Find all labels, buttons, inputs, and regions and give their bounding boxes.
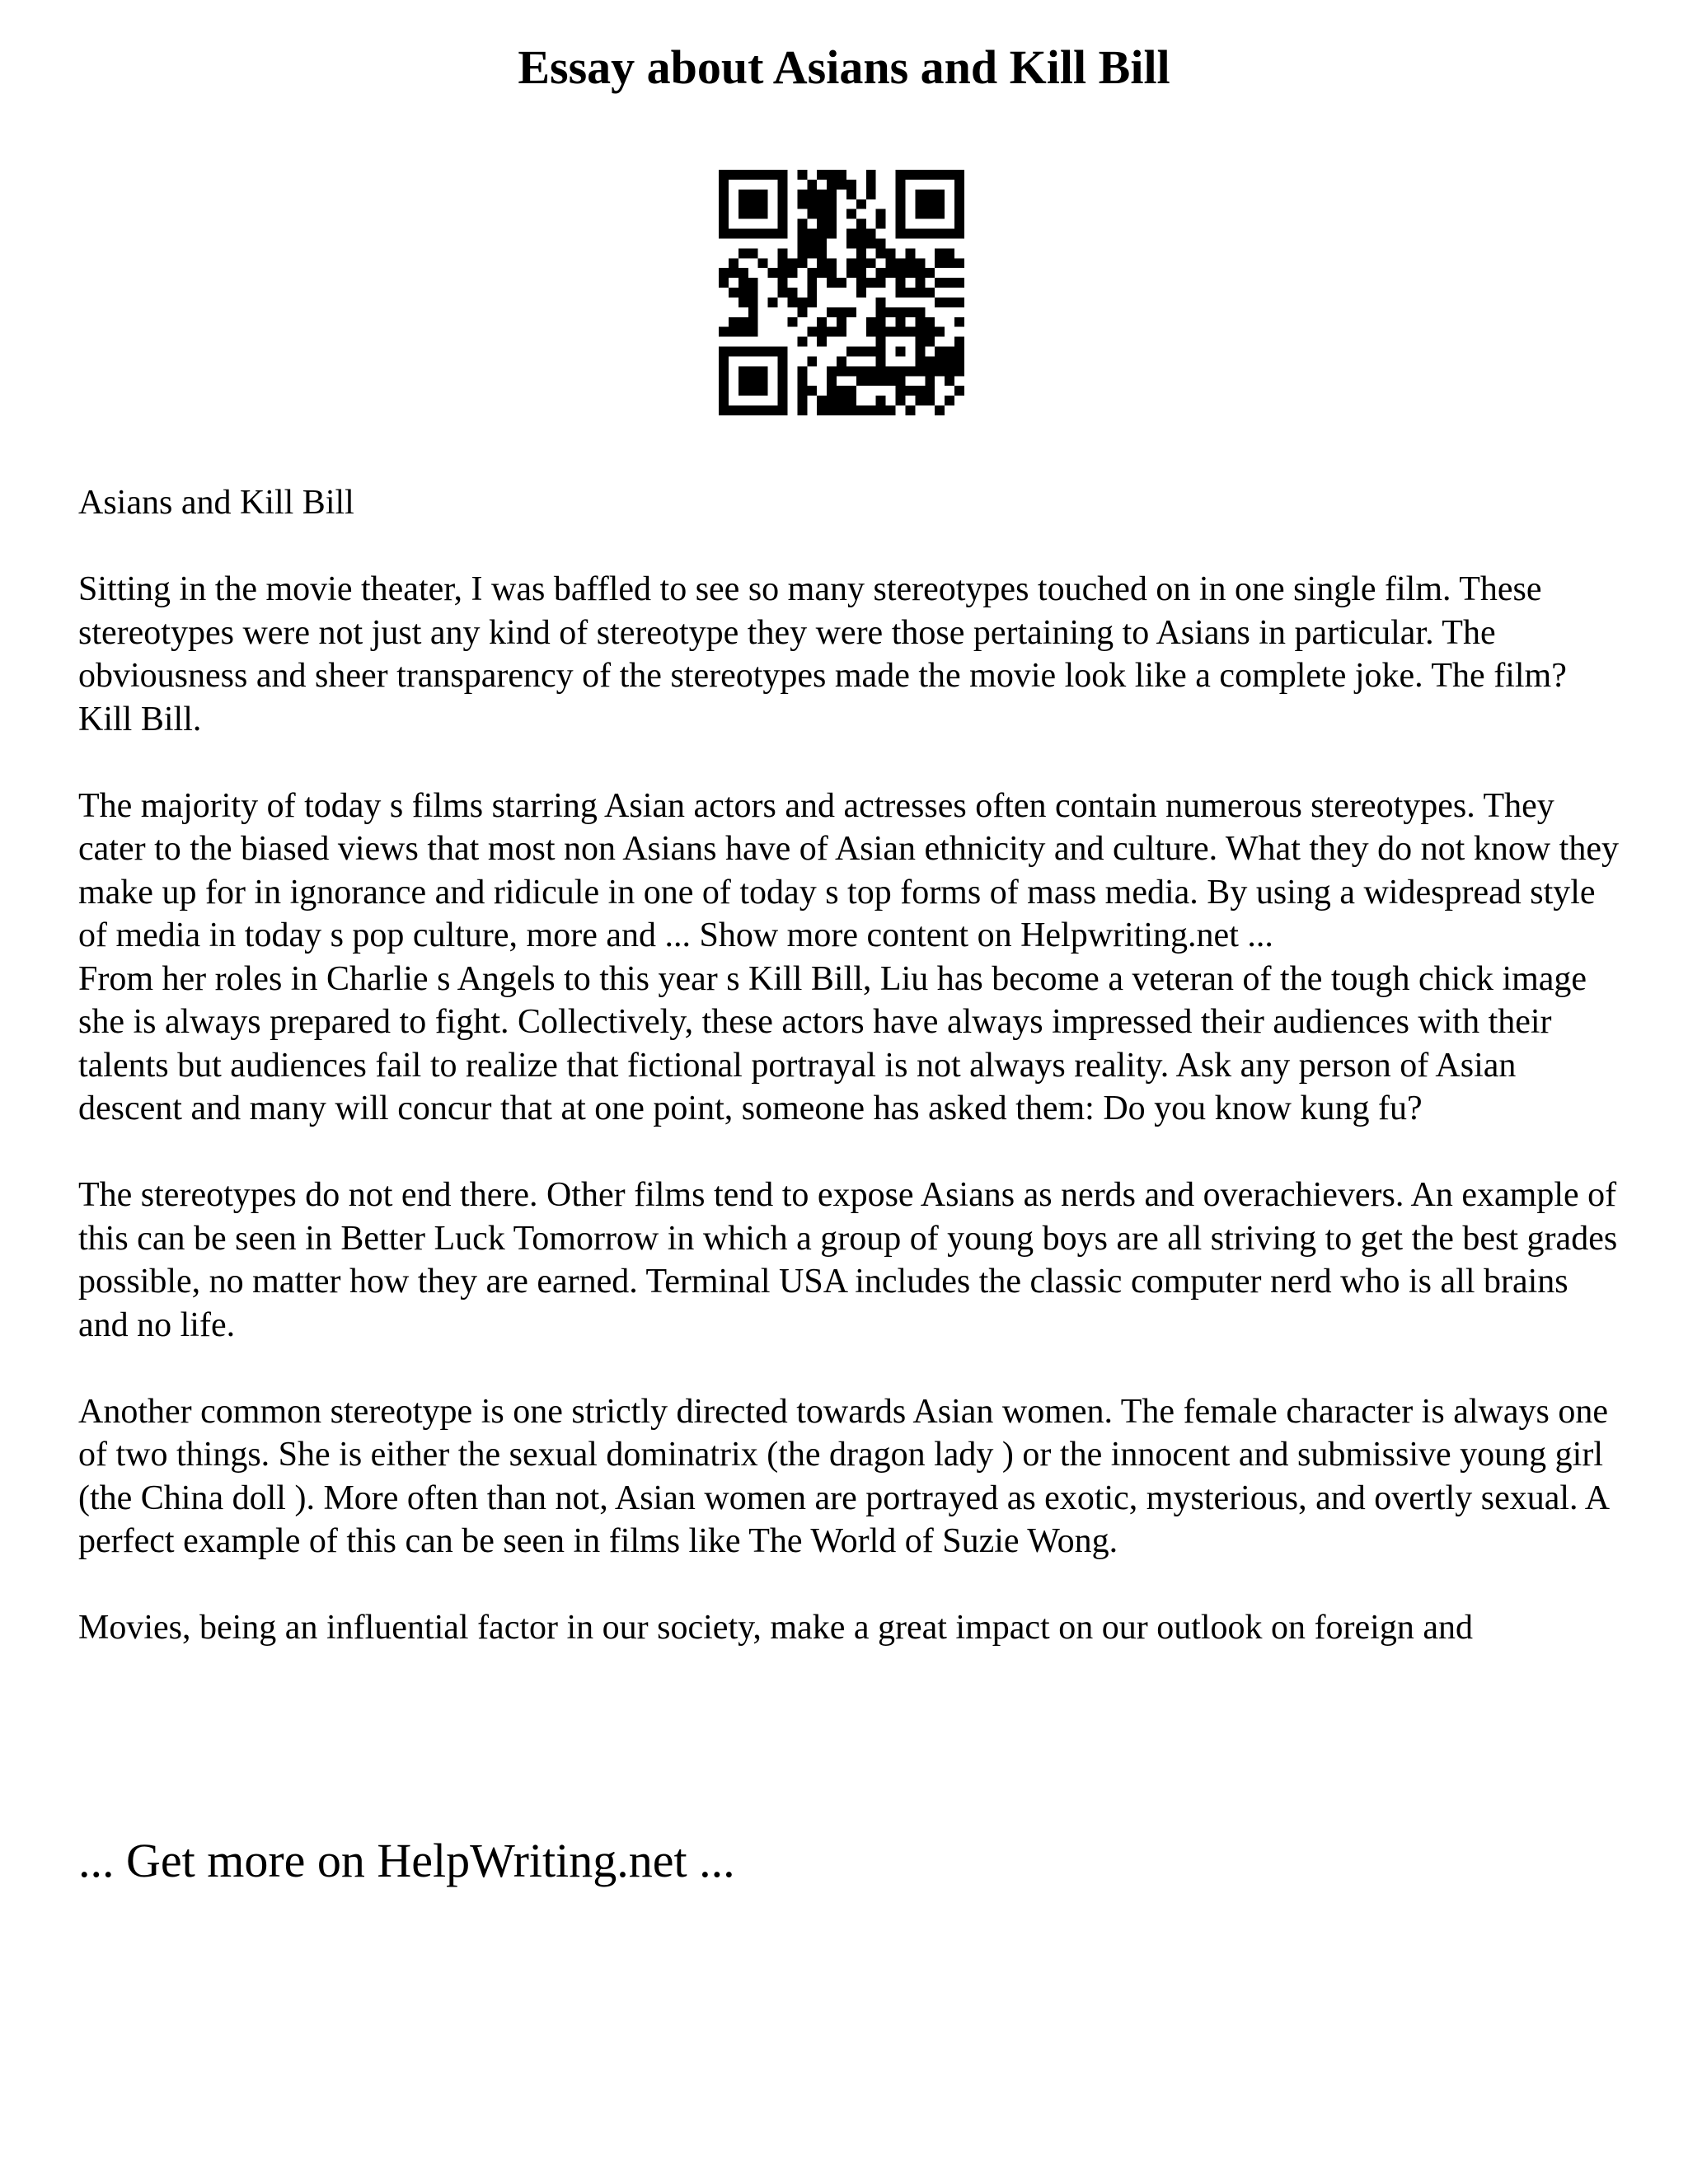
essay-body: [78, 481, 1620, 1650]
essay-heading: Asians and Kill Bill: [78, 484, 354, 522]
essay-paragraph-4: The stereotypes do not end there. Other films tend to expose Asians as nerds and overachievers. An example of this can be seen in Better Luck Tomorrow in which a group of young boys are all striving to get the best grades possible, no matter how they are earned. Terminal USA includes the classic computer nerd who is all brains and no life.: [78, 1176, 1618, 1344]
essay-paragraph-3: From her roles in Charlie s Angels to this year s Kill Bill, Liu has become a veteran of the tough chick image she is always prepared to fight. Collectively, these actors have always impressed their audiences with their talents but audiences fail to realize that fictional portrayal is not always reality. Ask any person of Asian descent and many will concur that at one point, someone has asked them: Do you know kung fu?: [78, 959, 1587, 1127]
document-title: Essay about Asians and Kill Bill: [518, 40, 1170, 94]
essay-paragraph-1: Sitting in the movie theater, I was baffled to see so many stereotypes touched on in one single film. These stereotypes were not just any kind of stereotype they were those pertaining to Asians in particular. The obviousness and sheer transparency of the stereotypes made the movie look like a complete joke. The film? Kill Bill.: [78, 570, 1567, 738]
qr-code-icon: [719, 170, 964, 415]
essay-paragraph-2: The majority of today s films starring Asian actors and actresses often contain numerous stereotypes. They cater to the biased views that most non Asians have of Asian ethnicity and culture. What they do not know they make up for in ignorance and ridicule in one of today s top forms of mass media. By using a widespread style of media in today s pop culture, more and ... Show more content on Helpwriting.net ...: [78, 786, 1619, 954]
essay-paragraph-5: Another common stereotype is one strictly directed towards Asian women. The female character is always one of two things. She is either the sexual dominatrix (the dragon lady ) or the innocent and submissive young girl (the China doll ). More often than not, Asian women are portrayed as exotic, mysterious, and overtly sexual. A perfect example of this can be seen in films like The World of Suzie Wong.: [78, 1392, 1608, 1560]
get-more-link[interactable]: ... Get more on HelpWriting.net ...: [78, 1834, 735, 1887]
essay-paragraph-6: Movies, being an influential factor in our society, make a great impact on our outlook on foreign and: [78, 1609, 1473, 1647]
